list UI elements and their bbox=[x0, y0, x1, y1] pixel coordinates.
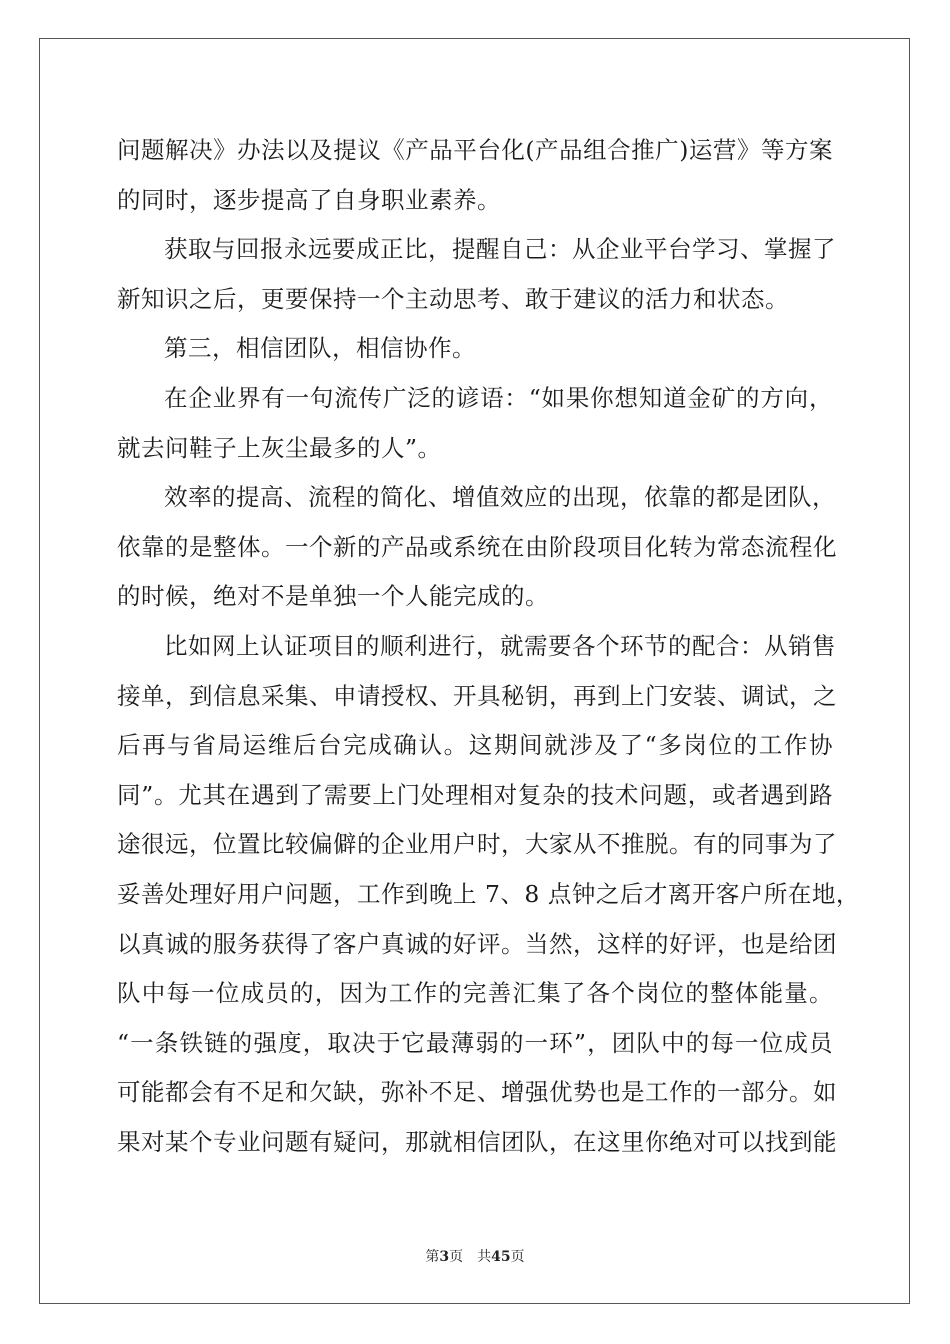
text-line: 比如网上认证项目的顺利进行，就需要各个环节的配合：从销售 bbox=[164, 631, 836, 660]
text-line: 队中每一位成员的，因为工作的完善汇集了各个岗位的整体能量。 bbox=[117, 979, 833, 1008]
text-line: 妥善处理好用户问题，工作到晚上 7、8 点钟之后才离开客户所在地， bbox=[117, 879, 860, 908]
page-footer bbox=[0, 1246, 950, 1266]
text-line: “一条铁链的强度，取决于它最薄弱的一环”，团队中的每一位成员 bbox=[117, 1028, 833, 1057]
page-number: 3 bbox=[439, 1249, 450, 1265]
text-line: 后再与省局运维后台完成确认。这期间就涉及了“多岗位的工作协 bbox=[117, 731, 833, 760]
text-line: 第三，相信团队，相信协作。 bbox=[164, 334, 476, 363]
text-line: 的同时，逐步提高了自身职业素养。 bbox=[117, 185, 501, 214]
total-prefix: 共 bbox=[477, 1249, 492, 1265]
text-line: 获取与回报永远要成正比，提醒自己：从企业平台学习、掌握了 bbox=[164, 235, 836, 264]
text-line: 同”。尤其在遇到了需要上门处理相对复杂的技术问题，或者遇到路 bbox=[117, 780, 833, 809]
text-line: 途很远，位置比较偏僻的企业用户时，大家从不推脱。有的同事为了 bbox=[117, 830, 837, 859]
page-suffix: 页 bbox=[449, 1249, 464, 1265]
text-line: 可能都会有不足和欠缺，弥补不足、增强优势也是工作的一部分。如 bbox=[117, 1078, 837, 1107]
text-line: 以真诚的服务获得了客户真诚的好评。当然，这样的好评，也是给团 bbox=[117, 929, 837, 958]
text-line: 问题解决》办法以及提议《产品平台化(产品组合推广)运营》等方案 bbox=[117, 136, 833, 164]
total-suffix: 页 bbox=[510, 1249, 525, 1265]
page-prefix: 第 bbox=[425, 1249, 440, 1265]
text-line: 果对某个专业问题有疑问，那就相信团队，在这里你绝对可以找到能 bbox=[117, 1127, 837, 1156]
text-line: 在企业界有一句流传广泛的谚语：“如果你想知道金矿的方向， bbox=[164, 383, 833, 412]
text-line: 接单，到信息采集、申请授权、开具秘钥，再到上门安装、调试，之 bbox=[117, 681, 837, 710]
text-line: 效率的提高、流程的简化、增值效应的出现，依靠的都是团队， bbox=[164, 483, 836, 512]
text-line: 依靠的是整体。一个新的产品或系统在由阶段项目化转为常态流程化 bbox=[117, 532, 837, 561]
text-line: 就去问鞋子上灰尘最多的人”。 bbox=[117, 433, 442, 462]
text-line: 的时候，绝对不是单独一个人能完成的。 bbox=[117, 582, 549, 611]
document-body bbox=[117, 126, 860, 1167]
total-pages: 45 bbox=[491, 1249, 511, 1265]
text-line: 新知识之后，更要保持一个主动思考、敢于建议的活力和状态。 bbox=[117, 284, 789, 313]
